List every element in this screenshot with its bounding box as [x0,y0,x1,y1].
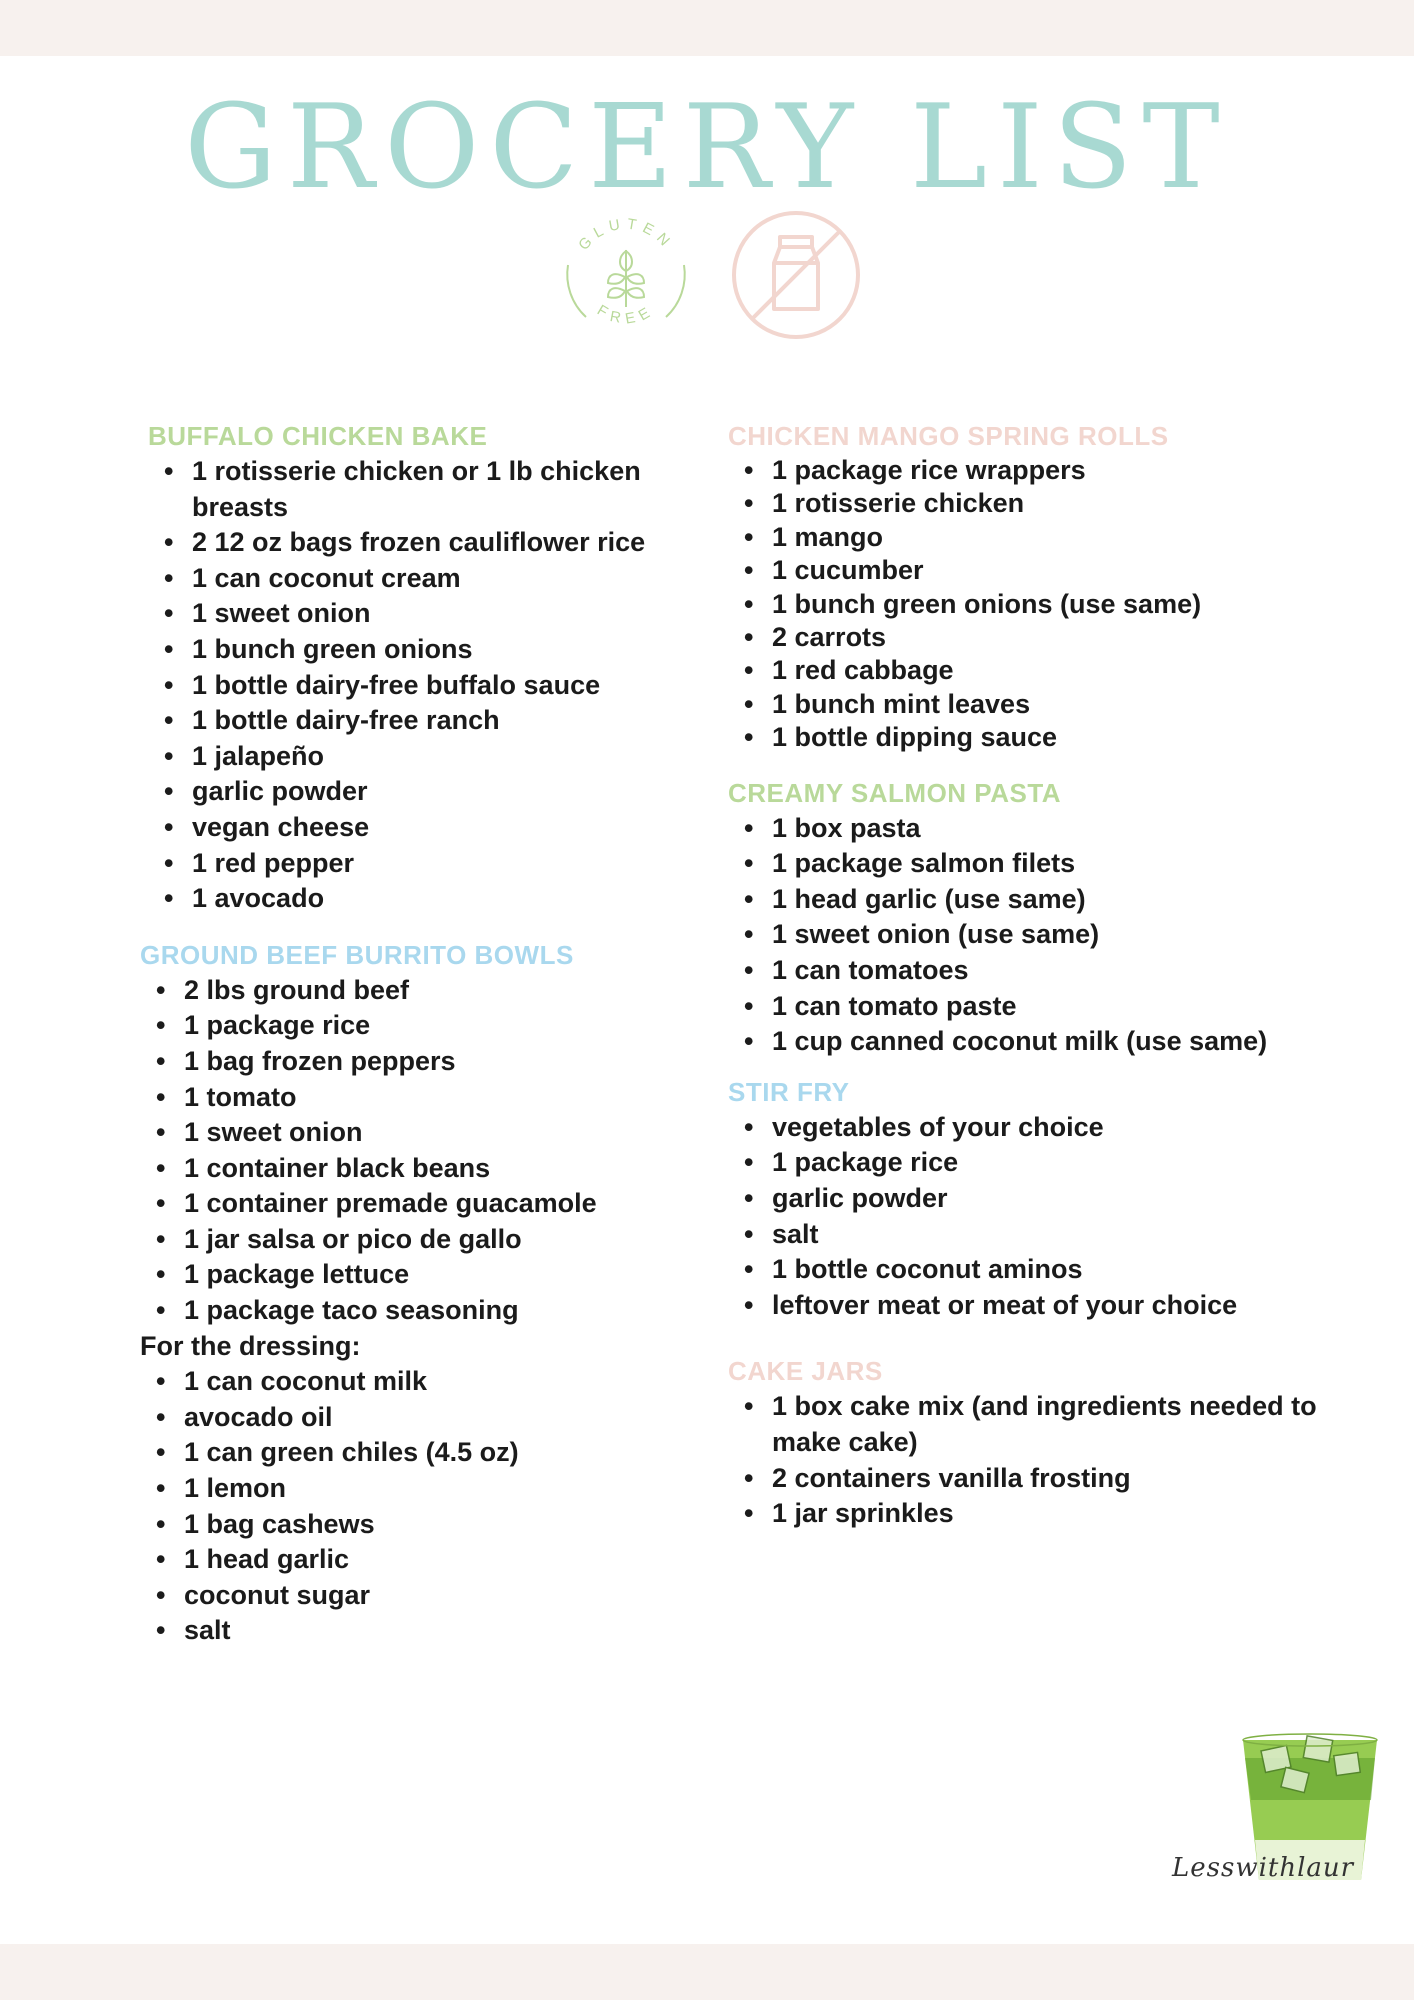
ingredient-item: • 1 package rice wrappers [728,454,1348,487]
ingredient-item: • garlic powder [728,1181,1348,1217]
left-column [140,418,680,1649]
ingredient-item: • 2 lbs ground beef [140,973,680,1009]
ingredient-item: • 2 containers vanilla frosting [728,1461,1348,1497]
ingredient-item: • 1 can tomato paste [728,989,1348,1025]
free-label: FREE [594,301,658,328]
section-title: STIR FRY [728,1076,850,1107]
gluten-free-icon [556,205,696,345]
signature: Lesswithlaur [1172,1853,1355,1883]
gluten-label: GLUTEN [575,215,677,254]
ingredient-item: • 1 bunch mint leaves [728,688,1348,721]
ingredient-item: • 1 bottle dairy-free ranch [148,703,680,739]
ingredient-item: • 1 jar salsa or pico de gallo [140,1222,680,1258]
ingredient-item: • 1 head garlic [140,1542,680,1578]
page-title: GROCERY LIST [184,80,1230,215]
ingredient-item: • 1 rotisserie chicken [728,487,1348,520]
section-title: CREAMY SALMON PASTA [728,777,1062,808]
ingredient-item: • 1 box cake mix (and ingredients needed to make cake) [728,1389,1348,1460]
dairy-free-icon [726,205,866,345]
ingredient-item: • 1 package lettuce [140,1257,680,1293]
ingredient-item: • 1 box pasta [728,811,1348,847]
ingredient-item: • 1 can coconut cream [148,561,680,597]
ingredient-item: • 1 bottle dipping sauce [728,721,1348,754]
ingredient-item: • 1 red cabbage [728,654,1348,687]
ingredient-item: • 1 rotisserie chicken or 1 lb chicken breasts [148,454,680,525]
ingredient-list [728,1389,1348,1531]
ingredient-item: • avocado oil [140,1400,680,1436]
section-title: CAKE JARS [728,1356,883,1387]
ingredient-list [728,1110,1348,1324]
ingredient-item: • 1 red pepper [148,846,680,882]
recipe-section [728,1074,1348,1324]
section-title: BUFFALO CHICKEN BAKE [148,421,488,451]
ingredient-item: • 1 bottle coconut aminos [728,1252,1348,1288]
ingredient-list [728,811,1348,1060]
ingredient-item: • 1 can tomatoes [728,953,1348,989]
ingredient-item: • 1 mango [728,521,1348,554]
ingredient-item: • 1 sweet onion [148,596,680,632]
ingredient-item: • 2 12 oz bags frozen cauliflower rice [148,525,680,561]
recipe-section [728,1353,1348,1531]
ingredient-item: • 1 sweet onion (use same) [728,917,1348,953]
ingredient-item: • 1 tomato [140,1080,680,1116]
section-title: GROUND BEEF BURRITO BOWLS [140,939,574,970]
ingredient-item: • 1 bottle dairy-free buffalo sauce [148,668,680,704]
ingredient-item: • vegan cheese [148,810,680,846]
right-column [728,418,1348,1532]
ingredient-item: • salt [140,1613,680,1649]
ingredient-item: • 1 package rice [728,1145,1348,1181]
section-title: CHICKEN MANGO SPRING ROLLS [728,421,1169,451]
ingredient-item: • 1 bunch green onions (use same) [728,588,1348,621]
badges [556,205,866,355]
ingredient-item: • 1 package rice [140,1008,680,1044]
ingredient-item: • 1 avocado [148,881,680,917]
ingredient-item: • 1 bag cashews [140,1507,680,1543]
ingredient-item: • 1 container premade guacamole [140,1186,680,1222]
ingredient-item: • 1 jar sprinkles [728,1496,1348,1532]
ingredient-item: • vegetables of your choice [728,1110,1348,1146]
ingredient-item: • 1 cucumber [728,554,1348,587]
ingredient-list [148,454,680,917]
recipe-section [140,937,680,1649]
ingredient-item: • coconut sugar [140,1578,680,1614]
ingredient-item: • 1 package salmon filets [728,846,1348,882]
ingredient-list [728,454,1348,755]
ingredient-item: • 1 cup canned coconut milk (use same) [728,1024,1348,1060]
ingredient-item: • garlic powder [148,774,680,810]
ingredient-list [140,973,680,1329]
ingredient-item: • salt [728,1217,1348,1253]
ingredient-item: • 1 head garlic (use same) [728,882,1348,918]
ingredient-item: • 1 bunch green onions [148,632,680,668]
ingredient-item: • 1 package taco seasoning [140,1293,680,1329]
ingredient-item: • 1 lemon [140,1471,680,1507]
dressing-label: For the dressing: [140,1330,361,1361]
ingredient-item: • 2 carrots [728,621,1348,654]
ingredient-item: • 1 can coconut milk [140,1364,680,1400]
ingredient-item: • 1 sweet onion [140,1115,680,1151]
ingredient-item: • 1 container black beans [140,1151,680,1187]
recipe-section [728,418,1348,755]
ingredient-item: • 1 bag frozen peppers [140,1044,680,1080]
dressing-list [140,1364,680,1649]
ingredient-item: • 1 jalapeño [148,739,680,775]
ingredient-item: • leftover meat or meat of your choice [728,1288,1348,1324]
recipe-section [148,418,680,917]
ingredient-item: • 1 can green chiles (4.5 oz) [140,1435,680,1471]
recipe-section [728,775,1348,1060]
